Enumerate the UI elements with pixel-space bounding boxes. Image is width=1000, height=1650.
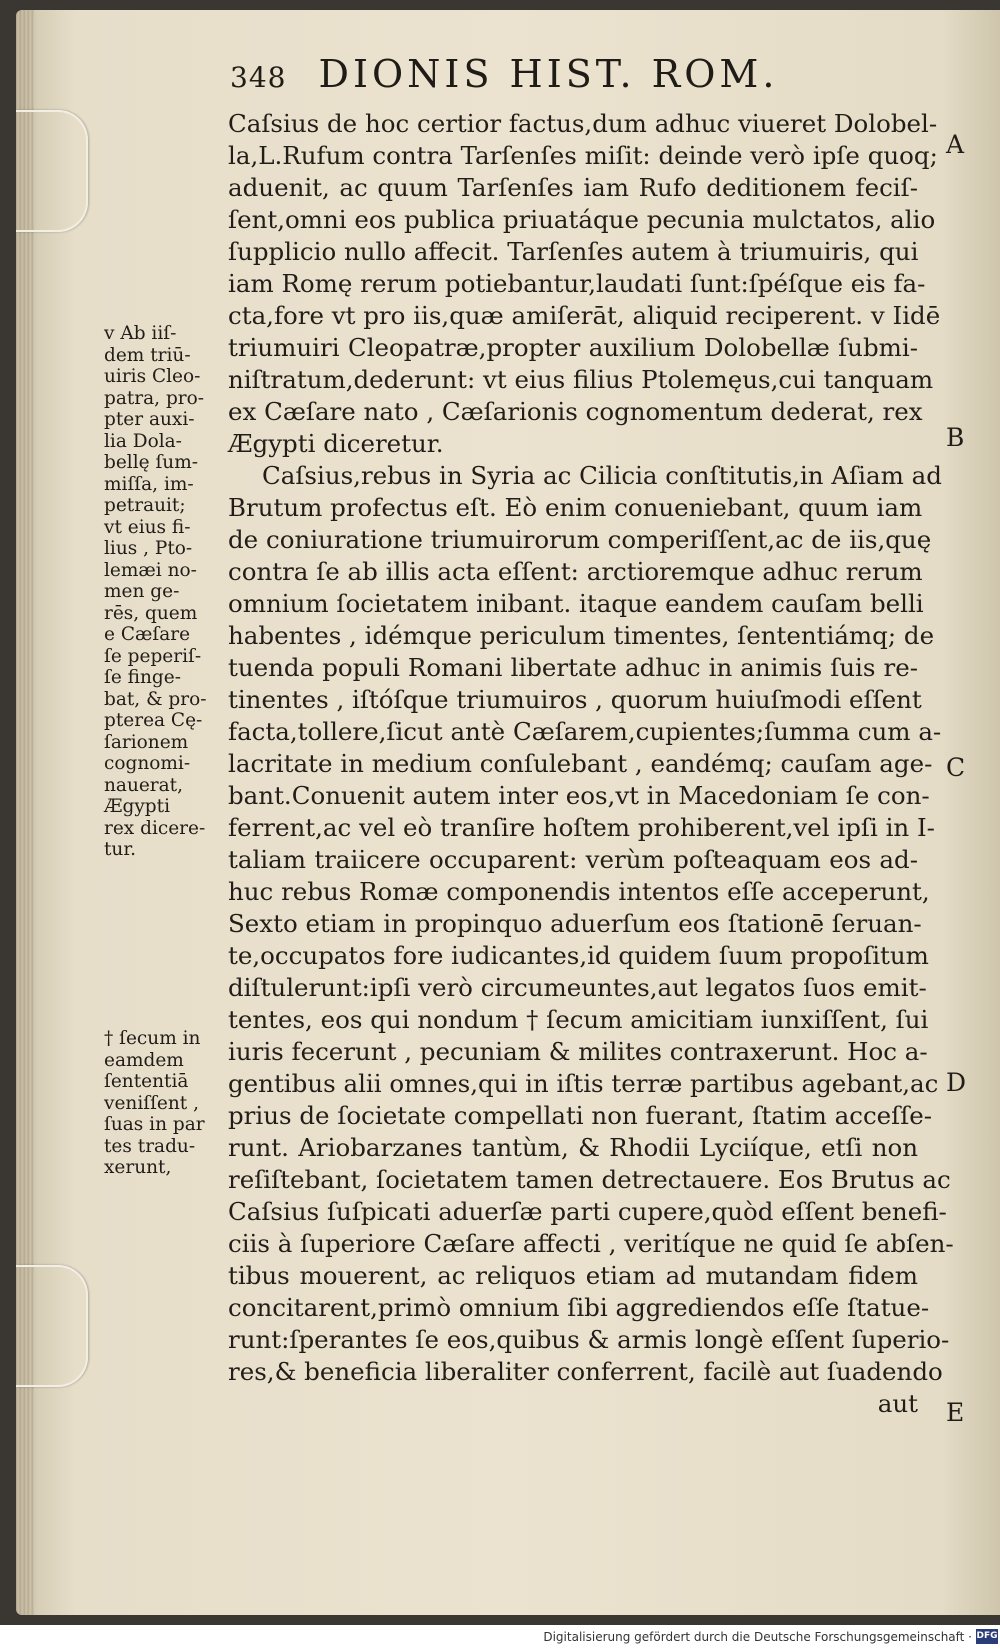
body-line: Brutum profectus eſt. Eò enim conueniebant, quum iam <box>228 493 923 522</box>
margin-note-line: lius , Pto- <box>104 538 193 559</box>
margin-note-line: miſſa, im- <box>104 473 194 495</box>
body-line: iam Romę rerum potiebantur,laudati ſunt:ſpéſque eis fa- <box>228 269 926 298</box>
body-line: habentes , idémque periculum timentes, ſententiámq; de <box>228 621 935 650</box>
body-line: Sexto etiam in propinquo aduerſum eos ſtationē ſeruan- <box>228 909 922 938</box>
margin-note-line: pter auxi- <box>104 409 195 430</box>
margin-note-line: ſuas in par <box>104 1114 205 1135</box>
section-letter-d: D <box>946 1068 967 1097</box>
body-line: tuenda populi Romani libertate adhuc in animis ſuis re- <box>228 653 918 682</box>
catchword: aut <box>877 1389 918 1418</box>
body-line: contra ſe ab illis acta eſſent: arctioremque adhuc rerum <box>228 557 923 586</box>
body-line: facta,tollere,ſicut antè Cæſarem,cupientes;ſumma cum a- <box>228 717 942 746</box>
margin-note-line: veniſſent , <box>104 1092 199 1114</box>
margin-note-line: Ægypti <box>104 796 171 817</box>
margin-note-line: ſe peperiſ- <box>104 645 202 667</box>
body-line: ferrent,ac vel eò tranſire hoſtem prohiberent,vel ipſi in I- <box>228 813 935 842</box>
section-letter-e: E <box>946 1398 965 1427</box>
body-line: lacritate in medium conſulebant , eandémq; cauſam age- <box>228 749 933 778</box>
body-line: reſiſtebant, ſocietatem tamen detrectauere. Eos Brutus ac <box>228 1165 951 1194</box>
tab-marker-top <box>16 110 88 232</box>
margin-note-line: pterea Cę- <box>104 710 203 731</box>
margin-note-line: petrauit; <box>104 495 186 516</box>
margin-note-line: nauerat, <box>104 774 183 796</box>
body-line: tinentes , iſtóſque triumuiros , quorum huiuſmodi eſſent <box>228 685 922 714</box>
margin-note-dagger <box>104 1028 222 1179</box>
body-line: niſtratum,dederunt: vt eius filius Ptolemęus,cui tanquam <box>228 365 934 394</box>
body-line: Caſsius,rebus in Syria ac Cilicia conſtitutis,in Aſiam ad <box>262 461 942 490</box>
margin-note-line: lia Dola- <box>104 430 182 452</box>
body-line: Caſsius ſuſpicati aduerſæ parti cupere,quòd eſſent benefi- <box>228 1197 947 1226</box>
body-line: res,& beneficia liberaliter conferrent, facilè aut ſuadendo <box>228 1357 943 1386</box>
body-line: tentes, eos qui nondum † ſecum amicitiam iunxiſſent, ſui <box>228 1005 929 1034</box>
margin-note-line: tes tradu- <box>104 1135 196 1157</box>
body-line: concitarent,primò omnium ſibi aggrediendos eſſe ſtatue- <box>228 1293 930 1322</box>
body-line: te,occupatos fore iudicantes,id quidem ſuum propoſitum <box>228 941 929 970</box>
body-line: triumuiri Cleopatræ,propter auxilium Dolobellæ ſubmi- <box>228 333 918 362</box>
margin-note-line: uiris Cleo- <box>104 366 201 387</box>
dfg-logo-icon: DFG <box>976 1629 998 1644</box>
margin-note-line: cognomi- <box>104 753 191 774</box>
margin-note-line: tur. <box>104 839 137 860</box>
footer-bar <box>0 1625 1000 1650</box>
body-line: cta,fore vt pro iis,quæ amiſerāt, aliquid reciperent. v Iidē <box>228 301 941 330</box>
body-line: runt:ſperantes ſe eos,quibus & armis longè eſſent ſuperio- <box>228 1325 950 1354</box>
body-line: prius de ſocietate compellati non fuerant, ſtatim acceſſe- <box>228 1101 933 1130</box>
margin-note-line: e Cæſare <box>104 624 191 645</box>
body-line: Caſsius de hoc certior factus,dum adhuc viueret Dolobel- <box>228 109 938 138</box>
margin-note-line: ſe finge- <box>104 667 181 688</box>
margin-note-line: ſententiā <box>104 1071 189 1092</box>
margin-note-line: rēs, quem <box>104 602 198 624</box>
tab-marker-bottom <box>16 1265 88 1387</box>
margin-note-line: men ge- <box>104 581 180 602</box>
margin-note-line: eamdem <box>104 1049 184 1071</box>
margin-note-line: dem triū- <box>104 344 191 366</box>
margin-note-line: xerunt, <box>104 1157 172 1178</box>
margin-note-line: bellę ſum- <box>104 452 199 473</box>
margin-note-line: patra, pro- <box>104 387 205 409</box>
section-letter-b: B <box>946 423 965 452</box>
section-letter-a: A <box>946 130 965 159</box>
body-text <box>228 108 954 1420</box>
body-line: diſtulerunt:ipſi verò circumeuntes,aut legatos ſuos emit- <box>228 973 927 1002</box>
body-line: huc rebus Romæ componendis intentos eſſe acceperunt, <box>228 877 930 906</box>
margin-note-line: ſarionem <box>104 731 189 753</box>
running-title: DIONIS HIST. ROM. <box>318 52 779 96</box>
body-line: ex Cæſare nato , Cæſarionis cognomentum dederat, rex <box>228 397 923 426</box>
body-line: tibus mouerent, ac reliquos etiam ad mutandam fidem <box>228 1261 918 1290</box>
body-line: taliam traiicere occuparent: verùm poſteaquam eos ad- <box>228 845 918 874</box>
running-head <box>230 52 930 102</box>
body-line: gentibus alii omnes,qui in iſtis terræ partibus agebant,ac <box>228 1069 939 1098</box>
body-line: iuris fecerunt , pecuniam & milites contraxerunt. Hoc a- <box>228 1037 928 1066</box>
body-line: Ægypti diceretur. <box>228 429 444 458</box>
body-line: ciis à ſuperiore Cæſare affecti , veritíque ne quid ſe abſen- <box>228 1229 954 1258</box>
margin-note-line: rex dicere- <box>104 817 206 839</box>
body-line: bant.Conuenit autem inter eos,vt in Macedoniam ſe con- <box>228 781 930 810</box>
margin-note-line: v Ab iiſ- <box>104 323 177 344</box>
body-line: ſupplicio nullo affecit. Tarſenſes autem à triumuiris, qui <box>228 237 919 266</box>
body-line: la,L.Rufum contra Tarſenſes miſit: deinde verò ipſe quoq; <box>228 141 938 170</box>
margin-note-line: bat, & pro- <box>104 688 207 710</box>
section-letter-c: C <box>946 753 966 782</box>
page-number: 348 <box>230 61 287 94</box>
body-line: ſent,omni eos publica priuatáque pecunia mulctatos, alio <box>228 205 936 234</box>
margin-note-line: lemæi no- <box>104 559 197 581</box>
margin-note-line: † ſecum in <box>104 1028 201 1049</box>
body-line: aduenit, ac quum Tarſenſes iam Rufo deditionem feciſ- <box>228 173 918 202</box>
body-line: runt. Ariobarzanes tantùm, & Rhodii Lyciíque, etſi non <box>228 1133 918 1162</box>
margin-note-v <box>104 323 222 861</box>
margin-note-line: vt eius fi- <box>104 516 191 538</box>
body-line: de coniuratione triumuirorum comperiſſent,ac de iis,quę <box>228 525 932 554</box>
body-line: omnium ſocietatem inibant. itaque eandem cauſam belli <box>228 589 924 618</box>
footer-credit: Digitalisierung gefördert durch die Deutsche Forschungsgemeinschaft · <box>543 1630 972 1644</box>
